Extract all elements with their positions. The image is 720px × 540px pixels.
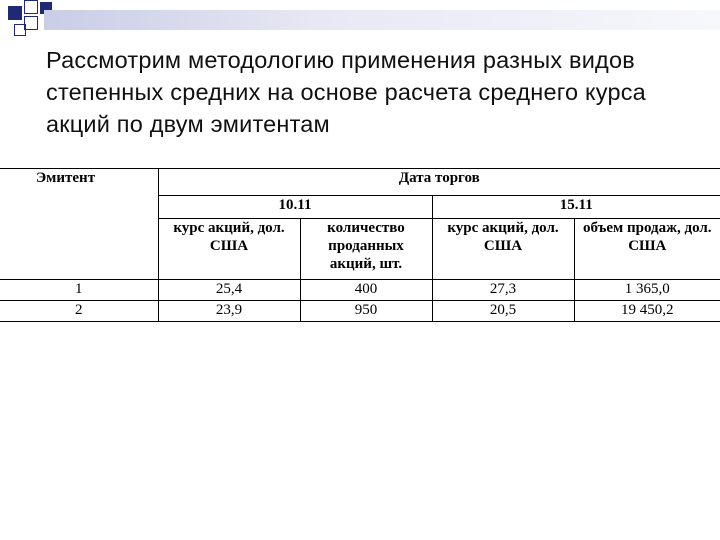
cell-quantity: 400 [300, 280, 432, 301]
subheader-price-2: курс акций, дол. США [432, 219, 574, 280]
cell-quantity: 950 [300, 301, 432, 322]
subheader-quantity: количество проданных акций, шт. [300, 219, 432, 280]
header-date-1: 10.11 [158, 196, 432, 219]
header-issuer: Эмитент [0, 169, 158, 280]
decor-square-1 [8, 6, 22, 20]
cell-price-1: 25,4 [158, 280, 300, 301]
cell-volume: 19 450,2 [574, 301, 720, 322]
header-decoration [0, 0, 720, 40]
subheader-price-1: курс акций, дол. США [158, 219, 300, 280]
cell-volume: 1 365,0 [574, 280, 720, 301]
cell-price-2: 27,3 [432, 280, 574, 301]
table-row [0, 301, 720, 322]
stock-table [0, 168, 720, 322]
header-gradient-bar [44, 10, 720, 30]
decor-square-3 [24, 16, 38, 30]
decor-square-5 [14, 24, 26, 36]
cell-issuer: 2 [0, 301, 158, 322]
table-row [0, 280, 720, 301]
header-date-2: 15.11 [432, 196, 720, 219]
header-trade-date: Дата торгов [158, 169, 720, 196]
cell-price-1: 23,9 [158, 301, 300, 322]
cell-issuer: 1 [0, 280, 158, 301]
slide-title: Рассмотрим методологию применения разных видов степенных средних на основе расчета среднего курса акций по двум эмитентам [46, 47, 646, 137]
subheader-volume: объем продаж, дол. США [574, 219, 720, 280]
cell-price-2: 20,5 [432, 301, 574, 322]
decor-square-2 [24, 0, 38, 14]
